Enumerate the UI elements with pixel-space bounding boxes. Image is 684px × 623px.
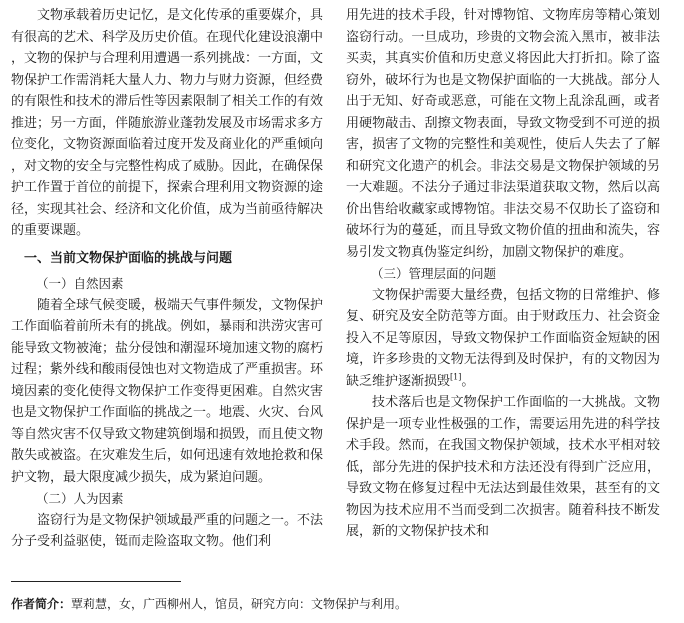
author-footnote [11,596,671,612]
technology-paragraph: 技术落后也是文物保护工作面临的一大挑战。文物保护是一项专业性极强的工作，需要运用先进的科学技术手段。然而，在我国文物保护领域，技术水平相对较低，部分先进的保护技术和方法还没有得到广泛应用，导致文物在修复过程中无法达到最佳效果，甚至有的文物因为技术应用不当而受到二次损害。随着科技不断发展，新的文物保护技术和 [346,395,660,539]
natural-factors-paragraph: 随着全球气候变暖，极端天气事件频发，文物保护工作面临着前所未有的挑战。例如，暴雨和洪涝灾害可能导致文物被淹；盐分侵蚀和潮湿环境加速文物的腐朽过程；紫外线和酸雨侵蚀也对文物造成了严重损害。环境因素的变化使得文物保护工作变得更困难。自然灾害也是文物保护工作面临的挑战之一。地震、火灾、台风等自然灾害不仅导致文物建筑倒塌和损毁，而且使文物散失或被盗。在灾难发生后，如何迅速有效地抢救和保护文物，最大限度减少损失，成为紧迫问题。 [11,297,324,485]
management-paragraph [346,285,660,393]
author-info: 覃莉慧，女，广西柳州人，馆员，研究方向：文物保护与利用。 [71,597,408,611]
left-column [11,5,323,553]
citation-marker: [1] [450,372,462,382]
section-heading: 一、当前文物保护面临的挑战与问题 [24,250,233,266]
human-factors-paragraph-continued: 用先进的技术手段，针对博物馆、文物库房等精心策划盗窃行动。一旦成功，珍贵的文物会流入黑市，被非法买卖，其真实价值和历史意义将因此大打折扣。除了盗窃外，破坏行为也是文物保护面临的一大挑战。部分人出于无知、好奇或恶意，可能在文物上乱涂乱画，或者用硬物敲击、刮擦文物表面，导致文物受到不可逆的损害，损害了文物的完整性和美观性，使后人失去了了解和研究文化遗产的机会。非法交易是文物保护领域的另一大难题。不法分子通过非法渠道获取文物，然后以高价出售给收藏家或博物馆。非法交易不仅助长了盗窃和破坏行为的蔓延，而且导致文物价值的扭曲和流失，容易引发文物真伪鉴定纠纷，加剧文物保护的难度。 [346,8,660,260]
author-label: 作者简介： [11,597,72,611]
footnote-divider [11,581,181,582]
right-column [346,5,660,543]
sub-heading-natural-factors: （一）自然因素 [36,276,124,291]
sub-heading-human-factors: （二）人为因素 [36,491,124,506]
human-factors-paragraph-start: 盗窃行为是文物保护领域最严重的问题之一。不法分子受利益驱使，铤而走险盗取文物。他们利 [11,512,324,549]
intro-paragraph: 文物承载着历史记忆，是文化传承的重要媒介，具有很高的艺术、科学及历史价值。在现代化建设浪潮中，文物的保护与合理利用遭遇一系列挑战：一方面，文物保护工作需消耗大量人力、物力与财力资源，但经费的有限性和技术的滞后性等因素限制了相关工作的有效推进；另一方面，伴随旅游业蓬勃发展及市场需求多方位变化，文物资源面临着过度开发及商业化的严重倾向，对文物的安全与完整性构成了威胁。因此，在确保保护工作置于首位的前提下，探索合理利用文物资源的途径，实现其社会、经济和文化价值，成为当前亟待解决的重要课题。 [11,8,324,238]
management-paragraph-text: 文物保护需要大量经费，包括文物的日常维护、修复、研究及安全防范等方面。由于财政压力、社会资金投入不足等原因，导致文物保护工作面临资金短缺的困境，许多珍贵的文物无法得到及时保护，有的文物因为缺乏维护逐渐损毁 [346,287,660,389]
management-paragraph-end: 。 [461,373,475,389]
sub-heading-management-issues: （三）管理层面的问题 [371,266,497,281]
